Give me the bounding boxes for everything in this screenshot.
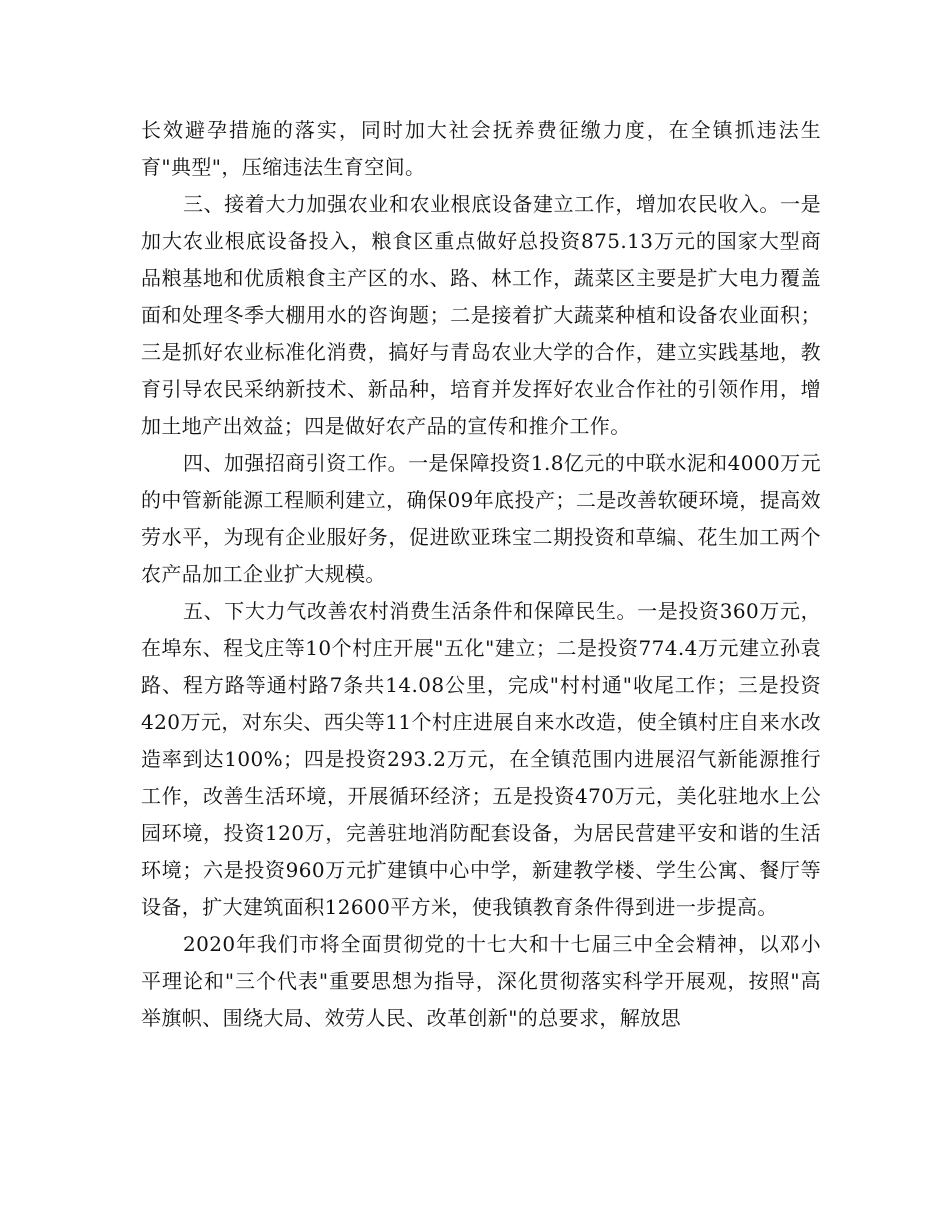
paragraph-2: 三、接着大力加强农业和农业根底设备建立工作，增加农民收入。一是加大农业根底设备投入，粮食区重点做好总投资875.13万元的国家大型商品粮基地和优质粮食主产区的水、路、林工作，蔬菜区主要是扩大电力覆盖面和处理冬季大棚用水的咨询题；二是接着扩大蔬菜种植和设备农业面积；三是抓好农业标准化消费，搞好与青岛农业大学的合作，建立实践基地，教育引导农民采纳新技术、新品种，培育并发挥好农业合作社的引领作用，增加土地产出效益；四是做好农产品的宣传和推介工作。 — [141, 192, 821, 438]
paragraph-5: 2020年我们市将全面贯彻党的十七大和十七届三中全会精神，以邓小平理论和"三个代表"重要思想为指导，深化贯彻落实科学开展观，按照"高举旗帜、围绕大局、效劳人民、改革创新"的总要求，解放思 — [141, 932, 821, 1030]
document-body — [141, 112, 821, 1037]
paragraph-4: 五、下大力气改善农村消费生活条件和保障民生。一是投资360万元，在埠东、程戈庄等10个村庄开展"五化"建立；二是投资774.4万元建立孙袁路、程方路等通村路7条共14.08公里，完成"村村通"收尾工作；三是投资420万元，对东尖、西尖等11个村庄进展自来水改造，使全镇村庄自来水改造率到达100%；四是投资293.2万元，在全镇范围内进展沼气新能源推行工作，改善生活环境，开展循环经济；五是投资470万元，美化驻地水上公园环境，投资120万，完善驻地消防配套设备，为居民营建平安和谐的生活环境；六是投资960万元扩建镇中心中学，新建教学楼、学生公寓、餐厅等设备，扩大建筑面积12600平方米，使我镇教育条件得到进一步提高。 — [141, 599, 821, 919]
paragraph-3: 四、加强招商引资工作。一是保障投资1.8亿元的中联水泥和4000万元的中管新能源工程顺利建立，确保09年底投产；二是改善软硬环境，提高效劳水平，为现有企业服好务，促进欧亚珠宝二期投资和草编、花生加工两个农产品加工企业扩大规模。 — [141, 451, 821, 586]
paragraph-1: 长效避孕措施的落实，同时加大社会抚养费征缴力度，在全镇抓违法生育"典型"，压缩违法生育空间。 — [141, 118, 821, 179]
